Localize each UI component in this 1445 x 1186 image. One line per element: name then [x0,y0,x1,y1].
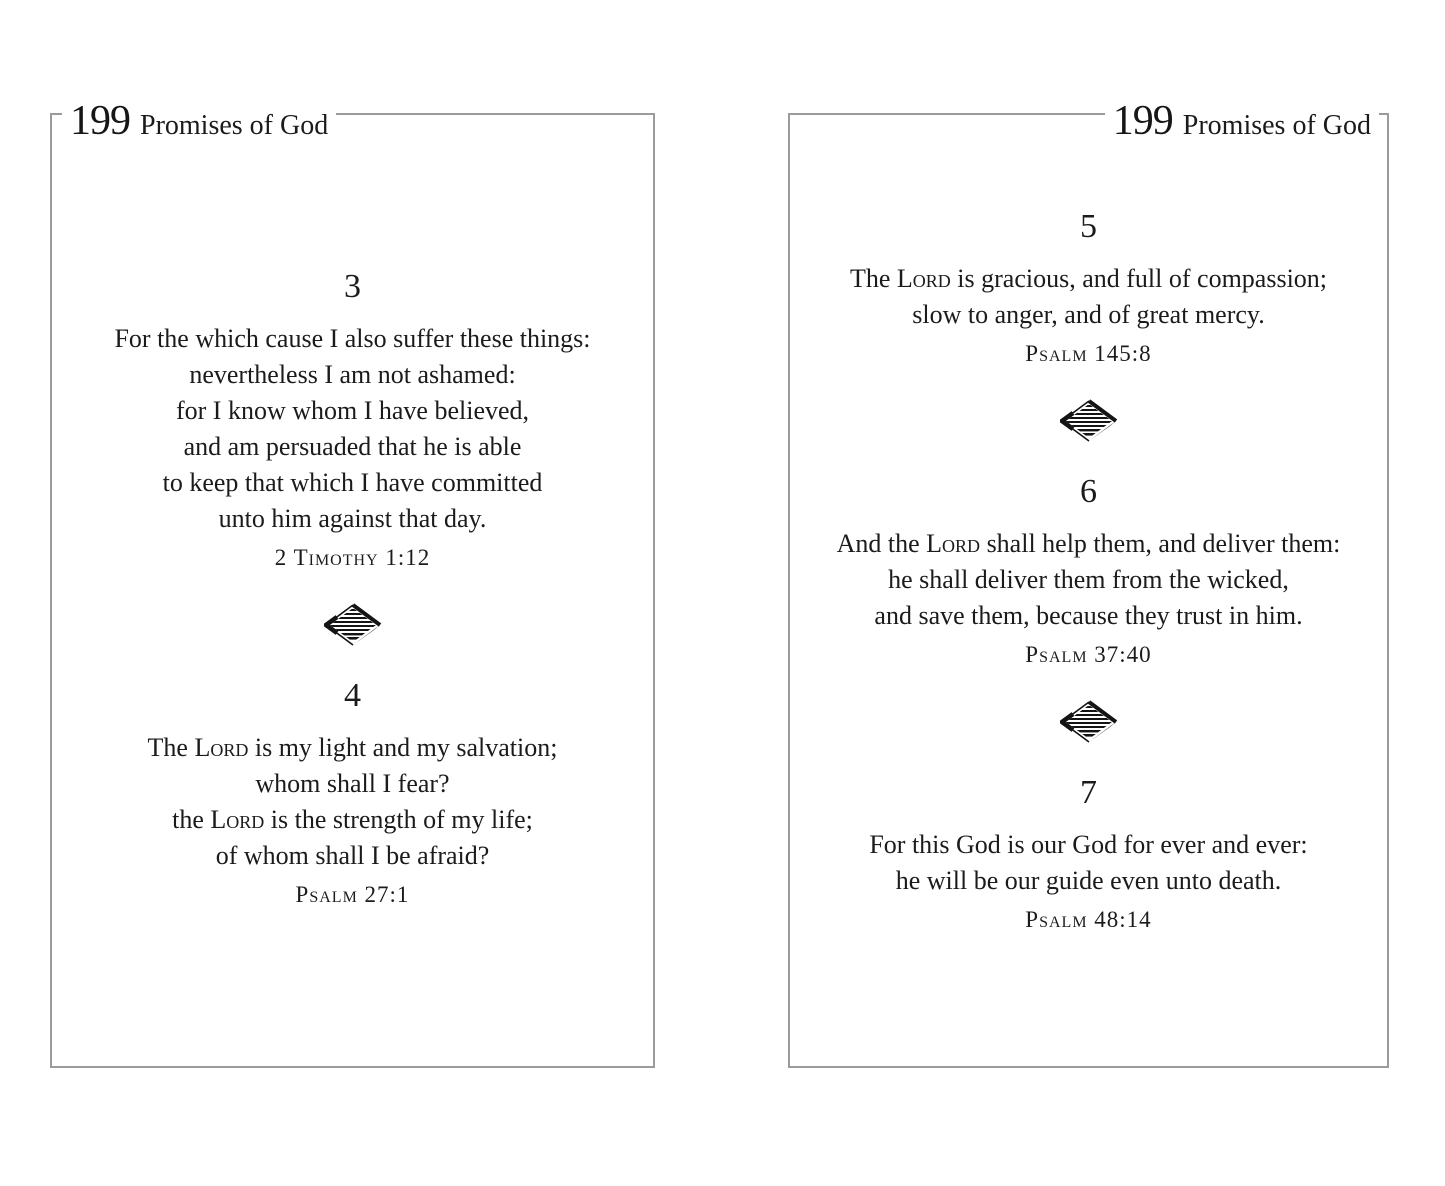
verse-line: The Lord is gracious, and full of compassion; [849,264,1328,293]
verse-line: he will be our guide even unto death. [895,866,1282,895]
verse-text [816,827,1361,899]
striped-diamond-ornament-icon [1060,399,1118,443]
verse-reference: Psalm 27:1 [295,882,410,907]
verse-line: and am persuaded that he is able [183,432,522,461]
striped-diamond-ornament-icon [1060,700,1118,744]
verse-text [78,730,627,874]
verse-line: he shall deliver them from the wicked, [888,565,1289,594]
verse-text [816,526,1361,634]
verse-line: nevertheless I am not ashamed: [189,360,516,389]
lord-small-caps: Lord [194,733,249,762]
verse-line: and save them, because they trust in him. [874,601,1303,630]
verse-line: And the Lord shall help them, and deliver them: [836,529,1341,558]
verse-reference: Psalm 48:14 [1025,907,1152,932]
striped-diamond-ornament-icon [324,603,382,647]
page-content [790,115,1387,1066]
verse-number: 6 [1080,473,1097,510]
verse-number: 5 [1080,208,1097,245]
book-title: Promises of God [140,110,329,141]
verse-line: slow to anger, and of great mercy. [912,300,1265,329]
page-content [52,115,653,1066]
verse-text [816,261,1361,333]
lord-small-caps: Lord [210,805,265,834]
verse-line: unto him against that day. [218,504,487,533]
verse-reference: 2 Timothy 1:12 [274,545,431,570]
verse-line: The Lord is my light and my salvation; [147,733,558,762]
page-left [50,98,655,1068]
page-right [788,98,1389,1068]
lord-small-caps: Lord [896,264,951,293]
book-title-number: 199 [70,98,130,144]
verse-text [78,321,627,537]
verse-line: to keep that which I have committed [162,468,543,497]
verse-number: 3 [344,268,361,305]
lord-small-caps: Lord [926,529,981,558]
verse-line: For the which cause I also suffer these things: [114,324,591,353]
verse-reference: Psalm 145:8 [1025,341,1152,366]
verse-line: For this God is our God for ever and ever: [869,830,1308,859]
verse-reference: Psalm 37:40 [1025,642,1152,667]
verse-line: for I know whom I have believed, [175,396,530,425]
book-title-number: 199 [1112,98,1173,144]
verse-line: of whom shall I be afraid? [215,841,490,870]
verse-number: 4 [344,677,361,714]
verse-number: 7 [1080,774,1097,811]
verse-line: the Lord is the strength of my life; [172,805,533,834]
book-title: Promises of God [1182,110,1371,141]
verse-line: whom shall I fear? [255,769,450,798]
